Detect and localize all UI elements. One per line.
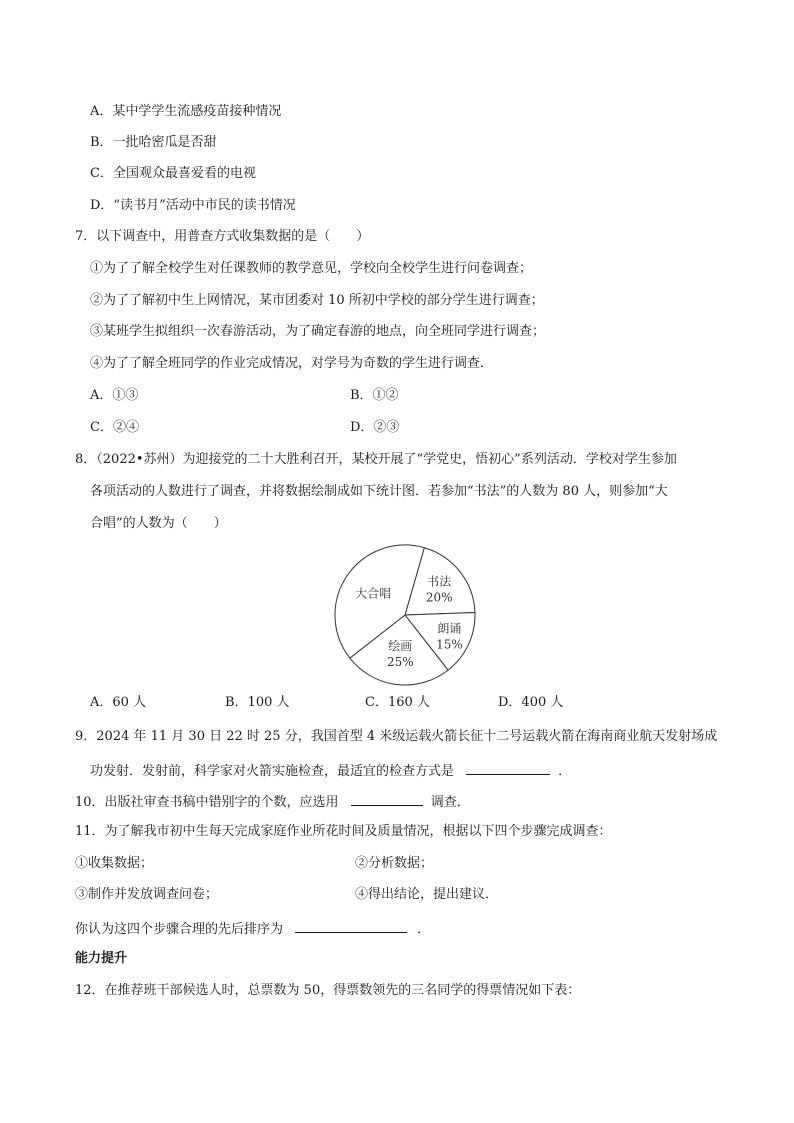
q8-option-c: C．160 人 bbox=[365, 695, 430, 710]
pie-value-label-0: 20% bbox=[425, 590, 453, 605]
q9-end: ． bbox=[558, 764, 572, 779]
q10-text-after: 调查． bbox=[430, 795, 470, 810]
pie-label-3: 大合唱 bbox=[355, 586, 392, 601]
pie-label-2: 绘画 bbox=[388, 639, 413, 654]
q7-option-d: D．②③ bbox=[350, 420, 400, 435]
pie-label-1: 朗诵 bbox=[437, 621, 462, 636]
q7-item-4: ④为了了解全班同学的作业完成情况，对学号为奇数的学生进行调查． bbox=[90, 356, 494, 371]
q9-line-2 bbox=[90, 760, 571, 781]
q11-stem: 11．为了解我市初中生每天完成家庭作业所花时间及质量情况，根据以下四个步骤完成调查： bbox=[75, 824, 612, 839]
q7-item-1: ①为了了解全校学生对任课教师的教学意见，学校向全校学生进行问卷调查； bbox=[90, 261, 533, 276]
pie-value-label-1: 15% bbox=[436, 637, 463, 652]
q6-option-c: C．全国观众最喜爱看的电视 bbox=[90, 166, 256, 181]
q11-step-2: ②分析数据； bbox=[355, 856, 434, 871]
q8-line-2: 各项活动的人数进行了调查，并将数据绘制成如下统计图．若参加“书法”的人数为 80 人，则参加“大 bbox=[90, 484, 668, 499]
q6-option-b: B．一批哈密瓜是否甜 bbox=[90, 135, 217, 150]
q6-option-a: A．某中学学生流感疫苗接种情况 bbox=[90, 104, 282, 119]
q8-line-1: 8．（2022•苏州）为迎接党的二十大胜利召开，某校开展了“学党史，悟初心”系列活动．学校对学生参加 bbox=[75, 452, 677, 467]
q9-line-2-text: 功发射．发射前，科学家对火箭实施检查，最适宜的检查方式是 bbox=[90, 764, 455, 779]
q10-line bbox=[75, 791, 470, 812]
q11-ask-line bbox=[75, 918, 430, 939]
q8-option-d: D．400 人 bbox=[498, 695, 564, 710]
q12-stem: 12．在推荐班干部候选人时，总票数为 50，得票数领先的三名同学的得票情况如下表： bbox=[75, 983, 581, 998]
section-heading: 能力提升 bbox=[75, 951, 128, 966]
pie-chart bbox=[330, 540, 480, 690]
q11-ask: 你认为这四个步骤合理的先后排序为 bbox=[75, 922, 284, 937]
q7-item-2: ②为了了解初中生上网情况，某市团委对 10 所初中学校的部分学生进行调查； bbox=[90, 293, 544, 308]
q10-text-before: 10．出版社审查书稿中错别字的个数，应选用 bbox=[75, 795, 339, 810]
q7-item-3: ③某班学生拟组织一次春游活动，为了确定春游的地点，向全班同学进行调查； bbox=[90, 324, 546, 339]
q9-answer-blank[interactable] bbox=[466, 760, 550, 775]
q6-option-d: D．“读书月”活动中市民的读书情况 bbox=[90, 198, 296, 213]
pie-value-label-2: 25% bbox=[386, 655, 414, 670]
q7-option-b: B．①② bbox=[350, 388, 399, 403]
q8-line-3: 合唱”的人数为（ ） bbox=[90, 516, 227, 531]
q8-option-a: A．60 人 bbox=[90, 695, 147, 710]
q11-step-1: ①收集数据； bbox=[75, 856, 154, 871]
q9-line-1: 9．2024 年 11 月 30 日 22 时 25 分，我国首型 4 米级运载火箭长征十二号运载火箭在海南商业航天发射场成 bbox=[75, 729, 718, 744]
q11-answer-blank[interactable] bbox=[295, 918, 407, 933]
q10-answer-blank[interactable] bbox=[351, 791, 423, 806]
q11-step-3: ③制作并发放调查问卷； bbox=[75, 887, 219, 902]
q7-option-a: A．①③ bbox=[90, 388, 139, 403]
q11-end: ． bbox=[417, 922, 431, 937]
q11-step-4: ④得出结论，提出建议． bbox=[355, 887, 499, 902]
pie-label-0: 书法 bbox=[427, 574, 452, 589]
q8-option-b: B．100 人 bbox=[225, 695, 290, 710]
q7-stem: 7．以下调查中，用普查方式收集数据的是（ ） bbox=[75, 229, 370, 244]
q7-option-c: C．②④ bbox=[90, 420, 139, 435]
